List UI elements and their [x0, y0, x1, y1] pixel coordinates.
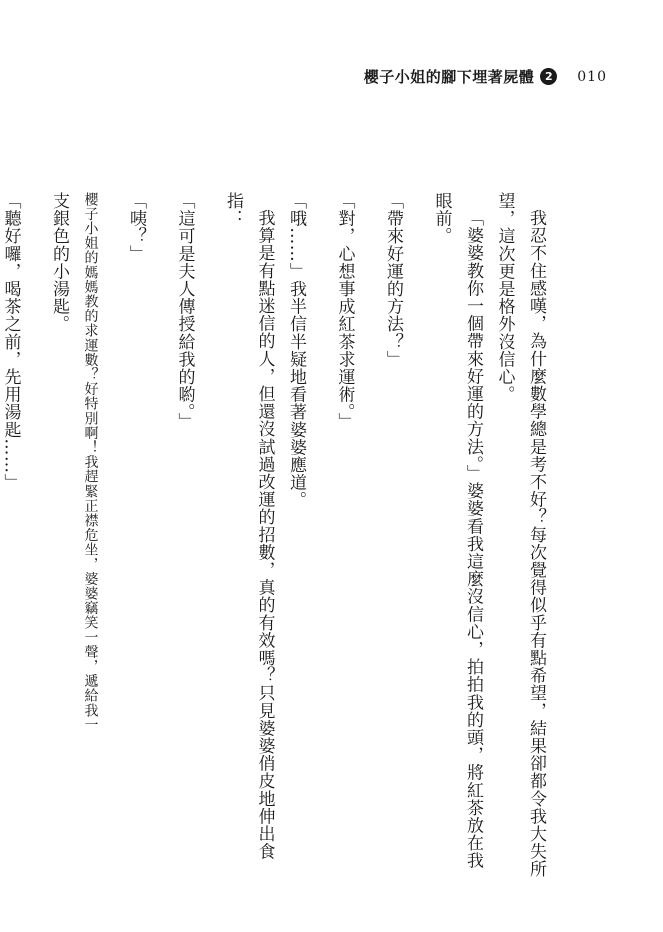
dialogue-line: 「咦？」: [126, 192, 146, 263]
volume-badge: 2: [540, 68, 557, 85]
paragraph: 支銀色的小湯匙。: [49, 192, 69, 333]
running-header: [364, 66, 607, 87]
vertical-text-body: [0, 192, 551, 882]
paragraph: 我忍不住感嘆，為什麼數學總是考不好？每次覺得似乎有點希望，結果卻都令我大失所望，這次更是格外沒信心。: [494, 192, 546, 878]
paragraph: 我算是有點迷信的人，但還沒試過改運的招數，真的有效嗎？只見婆婆俏皮地伸出食指：: [223, 192, 275, 861]
book-title: 櫻子小姐的腳下埋著屍體: [363, 68, 535, 86]
inner-thought-line: 櫻子小姐的媽媽教的求運數？好特別啊！我趕緊正襟危坐，婆婆竊笑一聲，遞給我一: [82, 192, 99, 733]
dialogue-line: 「哦……」我半信半疑地看著婆婆應道。: [286, 192, 306, 509]
page-number: 010: [577, 68, 607, 85]
dialogue-line: 「聽好囉，喝茶之前，先用湯匙……」: [0, 192, 21, 492]
dialogue-line: 「對，心想事成紅茶求運術。」: [334, 192, 355, 430]
dialogue-line: 「帶來好運的方法？」: [383, 192, 403, 368]
paragraph: 「婆婆教你一個帶來好運的方法。」婆婆看我這麼沒信心，拍拍我的頭，將紅茶放在我眼前。: [431, 192, 483, 870]
dialogue-line: 「這可是夫人傳授給我的喲。」: [174, 192, 195, 430]
